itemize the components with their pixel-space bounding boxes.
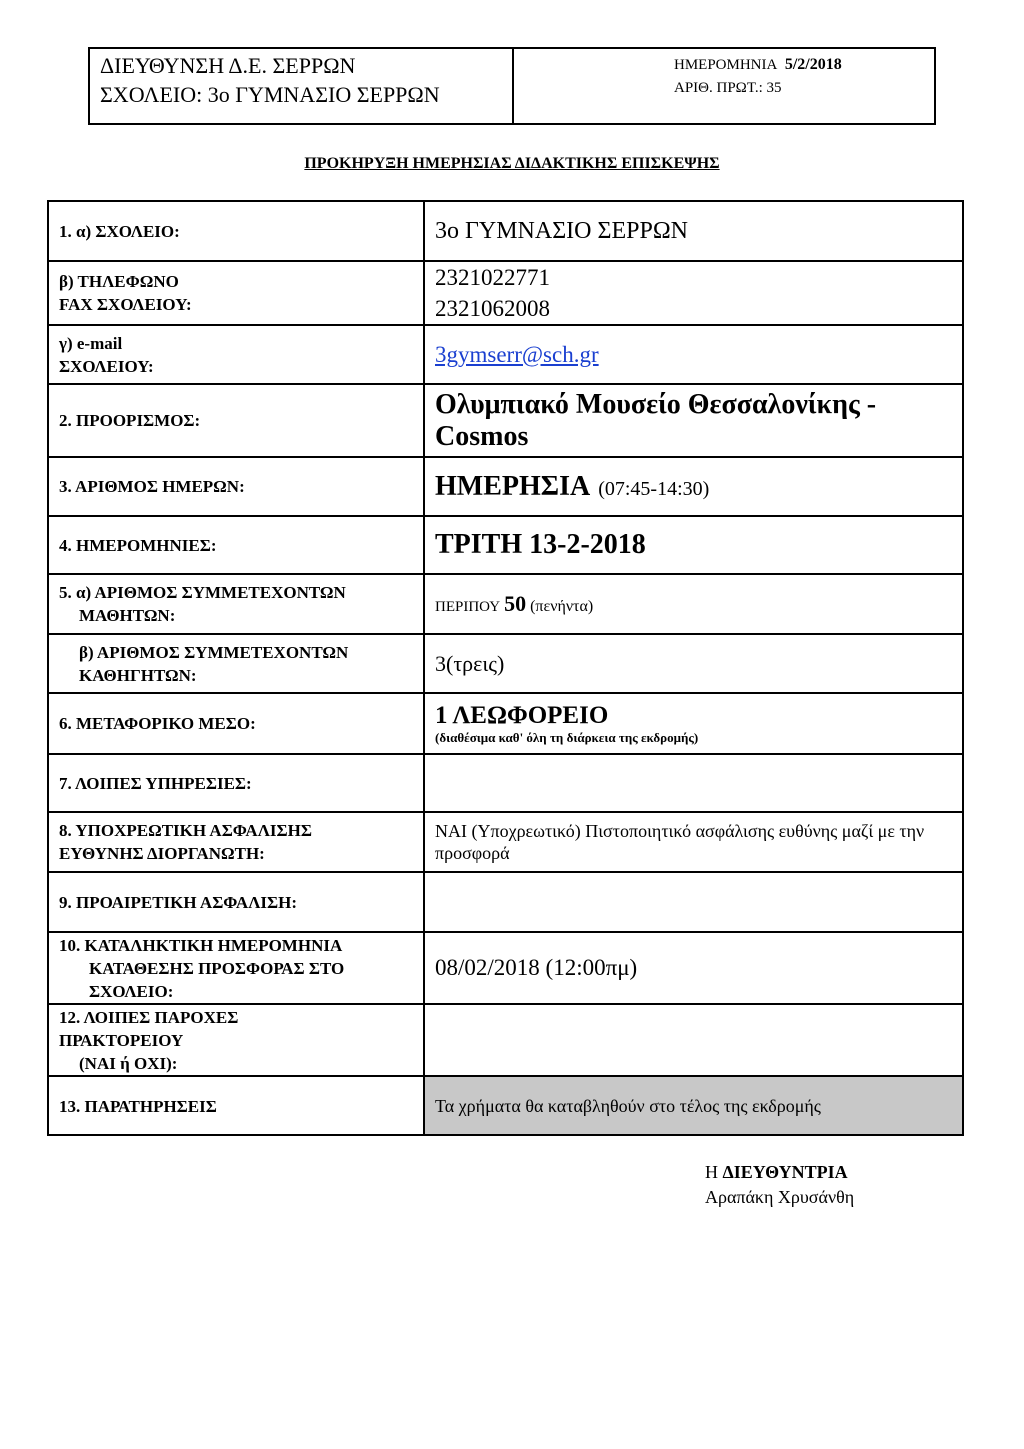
- days-type: ΗΜΕΡΗΣΙΑ: [435, 470, 591, 502]
- fax-number: 2321062008: [435, 296, 550, 321]
- transport-note: (διαθέσιμα καθ' όλη τη διάρκεια της εκδρομής): [435, 729, 699, 745]
- agency-label-line-3: (ΝΑΙ ή ΟΧΙ):: [79, 1053, 178, 1073]
- destination-value: Ολυμπιακό Μουσείο Θεσσαλονίκης - Cosmos: [424, 384, 963, 457]
- students-number: 50: [504, 591, 527, 616]
- email-label-line-2: ΣΧΟΛΕΙΟΥ:: [59, 356, 154, 376]
- signature-prefix: Η: [705, 1162, 718, 1182]
- table-row: [48, 693, 963, 754]
- fax-label-line: FAX ΣΧΟΛΕΙΟΥ:: [59, 295, 192, 314]
- days-hours: (07:45-14:30): [598, 477, 710, 500]
- table-row: [48, 325, 963, 384]
- email-label: [48, 325, 424, 384]
- directorate-line: ΔΙΕΥΘΥΝΣΗ Δ.Ε. ΣΕΡΡΩΝ: [100, 53, 356, 78]
- date-line: [674, 53, 934, 77]
- table-row: [48, 1004, 963, 1076]
- teachers-label-line: β) ΑΡΙΘΜΟΣ ΣΥΜΜΕΤΕΧΟΝΤΩΝ: [79, 642, 349, 662]
- mandatory-insurance-value: ΝΑΙ (Υποχρεωτικό) Πιστοποιητικό ασφάλισης ευθύνης μαζί με την προσφορά: [424, 812, 963, 872]
- table-row: [48, 872, 963, 932]
- teachers-value: 3(τρεις): [424, 634, 963, 693]
- announcement-table: [47, 200, 964, 1136]
- students-value: [424, 574, 963, 634]
- table-row: [48, 1076, 963, 1135]
- email-value: [424, 325, 963, 384]
- mandatory-insurance-label: [48, 812, 424, 872]
- protocol-label: ΑΡΙΘ. ΠΡΩΤ.:: [674, 80, 763, 96]
- date-value: 5/2/2018: [784, 56, 842, 73]
- transport-label: 6. ΜΕΤΑΦΟΡΙΚΟ ΜΕΣΟ:: [48, 693, 424, 754]
- remarks-value: Τα χρήματα θα καταβληθούν στο τέλος της εκδρομής: [424, 1076, 963, 1135]
- table-row: [48, 261, 963, 325]
- transport-main: 1 ΛΕΩΦΟΡΕΙΟ: [435, 701, 609, 729]
- deadline-label-line-2: ΚΑΤΑΘΕΣΗΣ ΠΡΟΣΦΟΡΑΣ ΣΤΟ: [89, 958, 345, 978]
- dates-label: 4. ΗΜΕΡΟΜΗΝΙΕΣ:: [48, 516, 424, 574]
- table-row: [48, 634, 963, 693]
- deadline-value: 08/02/2018 (12:00πμ): [424, 932, 963, 1004]
- email-link[interactable]: 3gymserr@sch.gr: [435, 341, 599, 367]
- optional-insurance-value: [424, 872, 963, 932]
- signature-block: [705, 1160, 854, 1210]
- header-box: [88, 47, 936, 125]
- other-services-value: [424, 754, 963, 812]
- agency-services-value: [424, 1004, 963, 1076]
- remarks-label: 13. ΠΑΡΑΤΗΡΗΣΕΙΣ: [48, 1076, 424, 1135]
- table-row: [48, 932, 963, 1004]
- deadline-label: [48, 932, 424, 1004]
- email-label-line: γ) e-mail: [59, 333, 123, 353]
- agency-services-label: [48, 1004, 424, 1076]
- signature-name: Αραπάκη Χρυσάνθη: [705, 1187, 855, 1207]
- deadline-label-line-3: ΣΧΟΛΕΙΟ:: [89, 981, 174, 1001]
- days-label: 3. ΑΡΙΘΜΟΣ ΗΜΕΡΩΝ:: [48, 457, 424, 516]
- table-row: [48, 384, 963, 457]
- dates-value: ΤΡΙΤΗ 13-2-2018: [424, 516, 963, 574]
- date-label: ΗΜΕΡΟΜΗΝΙΑ: [674, 57, 778, 73]
- school-value: 3ο ΓΥΜΝΑΣΙΟ ΣΕΡΡΩΝ: [424, 201, 963, 261]
- students-label-line-2: ΜΑΘΗΤΩΝ:: [79, 606, 176, 625]
- students-label-line: 5. α) ΑΡΙΘΜΟΣ ΣΥΜΜΕΤΕΧΟΝΤΩΝ: [59, 583, 346, 602]
- deadline-label-line: 10. ΚΑΤΑΛΗΚΤΙΚΗ ΗΜΕΡΟΜΗΝΙΑ: [59, 935, 343, 955]
- phone-value: [424, 261, 963, 325]
- teachers-label: [48, 634, 424, 693]
- school-label: 1. α) ΣΧΟΛΕΙΟ:: [48, 201, 424, 261]
- protocol-line: [674, 77, 934, 100]
- school-line: ΣΧΟΛΕΙΟ: 3ο ΓΥΜΝΑΣΙΟ ΣΕΡΡΩΝ: [100, 82, 440, 107]
- mandatory-insurance-label-line-2: ΕΥΘΥΝΗΣ ΔΙΟΡΓΑΝΩΤΗ:: [59, 844, 265, 863]
- transport-value: [424, 693, 963, 754]
- protocol-value: 35: [766, 80, 782, 96]
- other-services-label: 7. ΛΟΙΠΕΣ ΥΠΗΡΕΣΙΕΣ:: [48, 754, 424, 812]
- destination-label: 2. ΠΡΟΟΡΙΣΜΟΣ:: [48, 384, 424, 457]
- phone-label-line: β) ΤΗΛΕΦΩΝΟ: [59, 272, 179, 291]
- agency-label-line: 12. ΛΟΙΠΕΣ ΠΑΡΟΧΕΣ: [59, 1007, 239, 1027]
- header-left: [90, 49, 514, 123]
- optional-insurance-label: 9. ΠΡΟΑΙΡΕΤΙΚΗ ΑΣΦΑΛΙΣΗ:: [48, 872, 424, 932]
- phone-number: 2321022771: [435, 265, 550, 290]
- mandatory-insurance-label-line: 8. ΥΠΟΧΡΕΩΤΙΚΗ ΑΣΦΑΛΙΣΗΣ: [59, 821, 312, 840]
- document-title: ΠΡΟΚΗΡΥΞΗ ΗΜΕΡΗΣΙΑΣ ΔΙΔΑΚΤΙΚΗΣ ΕΠΙΣΚΕΨΗΣ: [304, 155, 720, 172]
- teachers-label-line-2: ΚΑΘΗΓΗΤΩΝ:: [79, 665, 197, 685]
- signature-title: [705, 1160, 854, 1185]
- header-right: [514, 49, 934, 123]
- days-value: [424, 457, 963, 516]
- agency-label-line-2: ΠΡΑΚΤΟΡΕΙΟΥ: [59, 1030, 184, 1050]
- table-row: [48, 457, 963, 516]
- table-row: [48, 574, 963, 634]
- table-row: [48, 516, 963, 574]
- table-row: [48, 812, 963, 872]
- students-words: (πενήντα): [530, 598, 594, 615]
- students-prefix: ΠΕΡΙΠΟΥ: [435, 599, 501, 615]
- table-row: [48, 754, 963, 812]
- table-row: [48, 201, 963, 261]
- phone-label: [48, 261, 424, 325]
- students-label: [48, 574, 424, 634]
- signature-role: ΔΙΕΥΘΥΝΤΡΙΑ: [722, 1162, 848, 1182]
